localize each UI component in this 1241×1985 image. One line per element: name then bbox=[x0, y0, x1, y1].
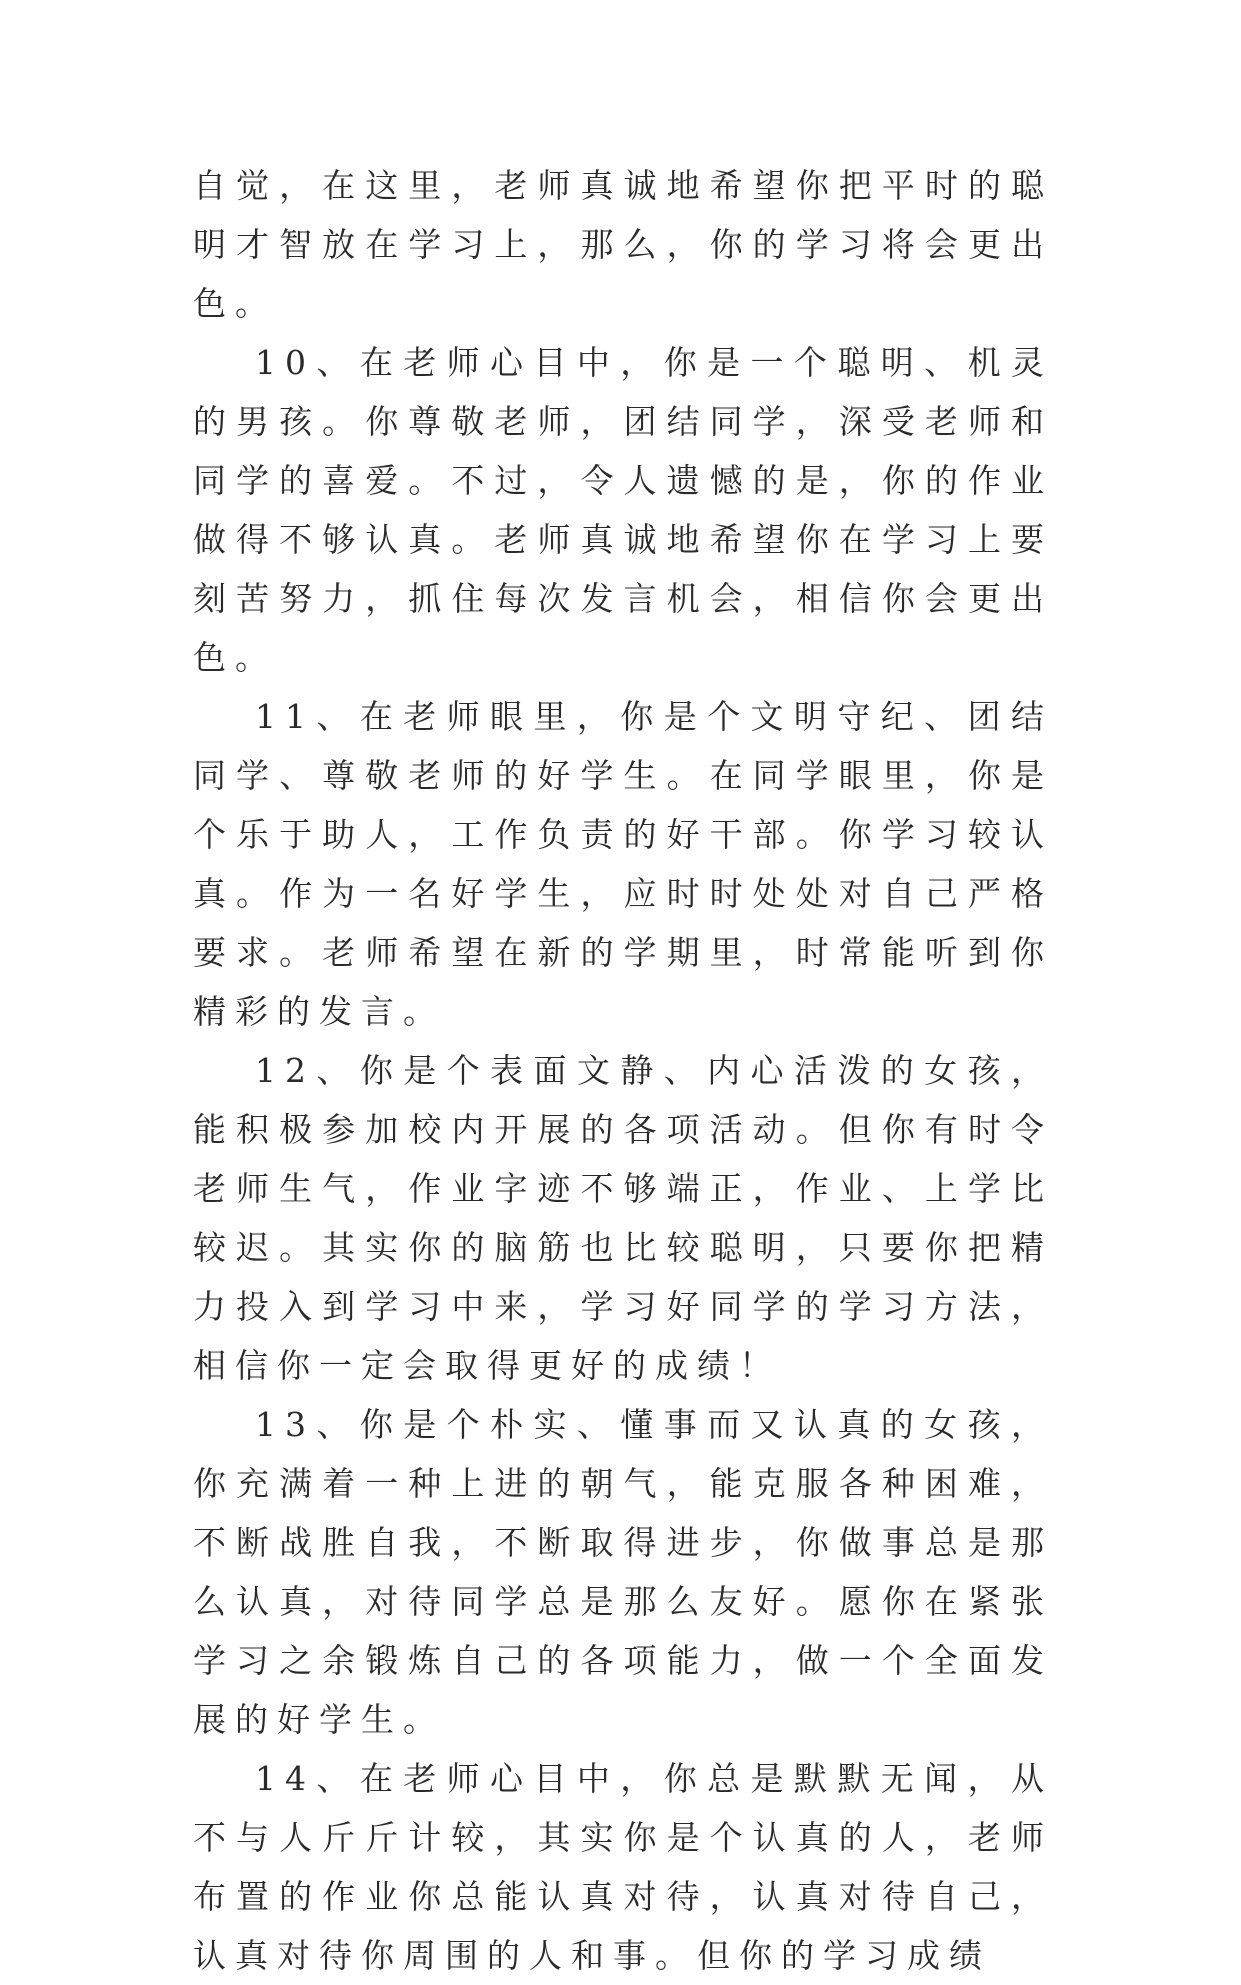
paragraph-comment-11: 11、在老师眼里，你是个文明守纪、团结同学、尊敬老师的好学生。在同学眼里，你是个乐于助人，工作负责的好干部。你学习较认真。作为一名好学生，应时时处处对自己严格要求。老师希望在新的学期里，时常能听到你精彩的发言。 bbox=[193, 697, 1053, 1031]
paragraph-comment-14: 14、在老师心目中，你总是默默无闻，从不与人斤斤计较，其实你是个认真的人，老师布置的作业你总能认真对待，认真对待自己，认真对待你周围的人和事。但你的学习成绩 bbox=[193, 1759, 1053, 1975]
paragraph-continuation: 自觉，在这里，老师真诚地希望你把平时的聪明才智放在学习上，那么，你的学习将会更出色。 bbox=[193, 166, 1053, 323]
paragraph-comment-10: 10、在老师心目中，你是一个聪明、机灵的男孩。你尊敬老师，团结同学，深受老师和同学的喜爱。不过，令人遗憾的是，你的作业做得不够认真。老师真诚地希望你在学习上要刻苦努力，抓住每次发言机会，相信你会更出色。 bbox=[193, 343, 1053, 677]
paragraph-comment-12: 12、你是个表面文静、内心活泼的女孩，能积极参加校内开展的各项活动。但你有时令老师生气，作业字迹不够端正，作业、上学比较迟。其实你的脑筋也比较聪明，只要你把精力投入到学习中来，学习好同学的学习方法，相信你一定会取得更好的成绩！ bbox=[193, 1051, 1053, 1385]
document-body bbox=[193, 156, 1053, 1985]
paragraph-comment-13: 13、你是个朴实、懂事而又认真的女孩，你充满着一种上进的朝气，能克服各种困难，不断战胜自我，不断取得进步，你做事总是那么认真，对待同学总是那么友好。愿你在紧张学习之余锻炼自己的各项能力，做一个全面发展的好学生。 bbox=[193, 1405, 1053, 1739]
